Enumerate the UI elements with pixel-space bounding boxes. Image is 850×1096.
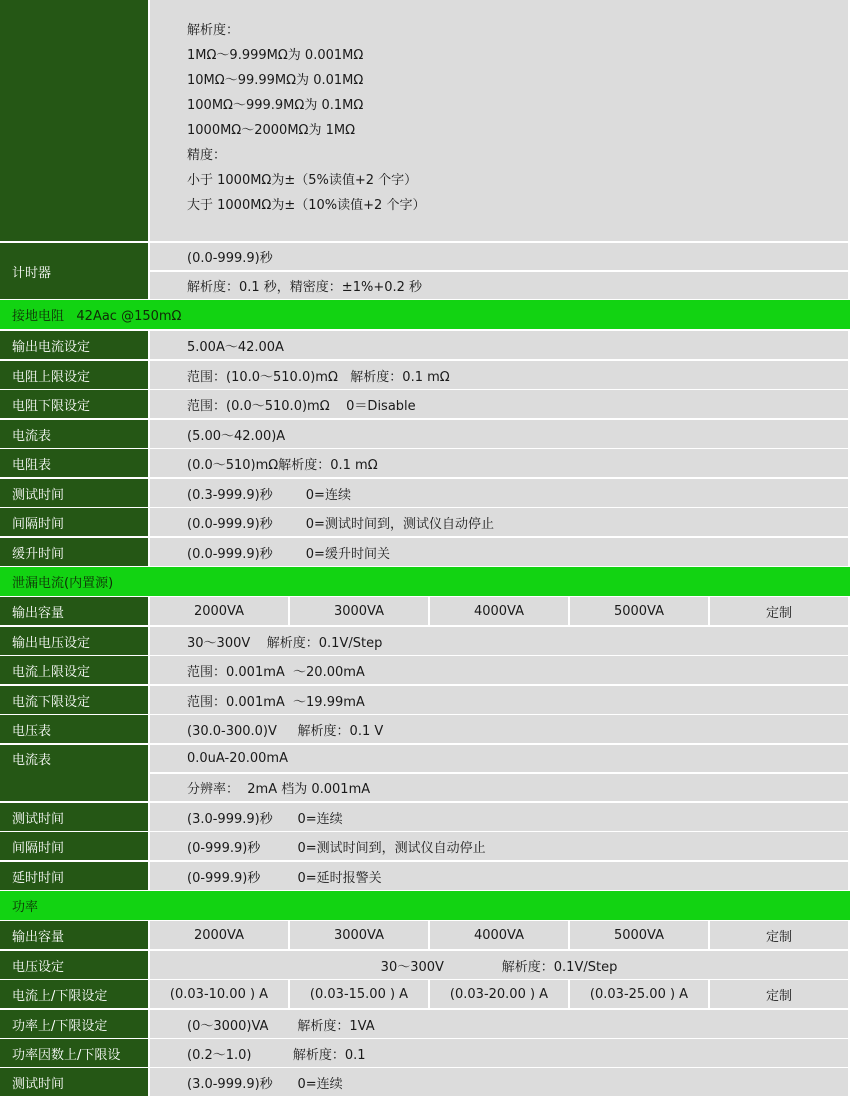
ammeter-resolution: 分辨率： 2mA 档为 0.001mA xyxy=(148,774,850,801)
row-value: 30～300V 解析度：0.1V/Step xyxy=(148,627,850,655)
row-label: 电流下限设定 xyxy=(0,686,148,714)
row-label: 电流表 xyxy=(0,420,148,448)
row-label: 电阻表 xyxy=(0,449,148,477)
row-label: 测试时间 xyxy=(0,479,148,507)
accuracy-line: 小于 1000MΩ为±（5%读值+2 个字） xyxy=(187,173,418,188)
row-label: 间隔时间 xyxy=(0,832,148,860)
row-value: (0.2～1.0) 解析度：0.1 xyxy=(148,1039,850,1067)
row-label: 测试时间 xyxy=(0,803,148,831)
row-label: 间隔时间 xyxy=(0,508,148,536)
row-label xyxy=(0,745,148,801)
table-row xyxy=(0,508,850,536)
capacity-cell: 4000VA xyxy=(428,597,568,625)
row-label: 功率上/下限设定 xyxy=(0,1010,148,1038)
row-value: (3.0-999.9)秒 0=连续 xyxy=(148,1068,850,1096)
table-row xyxy=(0,951,850,979)
row-value: 范围：(10.0～510.0)mΩ 解析度：0.1 mΩ xyxy=(148,361,850,389)
resolution-line: 解析度： xyxy=(187,23,240,38)
table-row xyxy=(0,361,850,389)
row-value: 5.00A～42.00A xyxy=(148,331,850,359)
row-label: 缓升时间 xyxy=(0,538,148,566)
row-value: 范围：(0.0～510.0)mΩ 0＝Disable xyxy=(148,390,850,418)
capacity-row xyxy=(0,921,850,949)
section-header-leakage: 泄漏电流(内置源) xyxy=(0,567,850,596)
table-row xyxy=(0,656,850,684)
resolution-line: 10MΩ～99.99MΩ为 0.01MΩ xyxy=(187,73,364,88)
current-limit-row xyxy=(0,980,850,1008)
ammeter-range: 0.0uA-20.00mA xyxy=(148,745,850,772)
row-value: (0-999.9)秒 0=测试时间到，测试仪自动停止 xyxy=(148,832,850,860)
row-value: 30～300V 解析度：0.1V/Step xyxy=(148,951,850,979)
current-cells xyxy=(148,980,850,1008)
row-value: (3.0-999.9)秒 0=连续 xyxy=(148,803,850,831)
row-label: 电阻下限设定 xyxy=(0,390,148,418)
section-header-power: 功率 xyxy=(0,891,850,920)
capacity-cell: 3000VA xyxy=(288,597,428,625)
row-label-empty xyxy=(0,0,148,241)
row-label: 电流上限设定 xyxy=(0,656,148,684)
current-cell: (0.03-25.00 ) A xyxy=(568,980,708,1008)
ammeter-row xyxy=(0,745,850,801)
capacity-cell: 5000VA xyxy=(568,921,708,949)
table-row xyxy=(0,331,850,359)
row-label: 电压表 xyxy=(0,715,148,743)
row-label: 功率因数上/下限设 xyxy=(0,1039,148,1067)
row-value: (0.0-999.9)秒 0=测试时间到，测试仪自动停止 xyxy=(148,508,850,536)
row-value: (30.0-300.0)V 解析度：0.1 V xyxy=(148,715,850,743)
resolution-block xyxy=(148,0,850,241)
row-label: 输出容量 xyxy=(0,597,148,625)
capacity-cells xyxy=(148,921,850,949)
table-row xyxy=(0,715,850,743)
current-cell: (0.03-15.00 ) A xyxy=(288,980,428,1008)
resolution-row xyxy=(0,0,850,241)
row-label: 输出电流设定 xyxy=(0,331,148,359)
row-label: 电流上/下限设定 xyxy=(0,980,148,1008)
row-label: 测试时间 xyxy=(0,1068,148,1096)
row-label: 计时器 xyxy=(0,243,148,299)
capacity-cell: 4000VA xyxy=(428,921,568,949)
table-row xyxy=(0,479,850,507)
resolution-line: 1000MΩ～2000MΩ为 1MΩ xyxy=(187,123,356,138)
capacity-cell: 2000VA xyxy=(148,597,288,625)
accuracy-line: 大于 1000MΩ为±（10%读值+2 个字） xyxy=(187,198,426,213)
row-label: 延时时间 xyxy=(0,862,148,890)
current-cell: 定制 xyxy=(708,980,848,1008)
row-value: 范围：0.001mA ～20.00mA xyxy=(148,656,850,684)
row-label: 输出容量 xyxy=(0,921,148,949)
table-row xyxy=(0,538,850,566)
capacity-row xyxy=(0,597,850,625)
table-row xyxy=(0,1010,850,1038)
timer-row xyxy=(0,243,850,299)
table-row xyxy=(0,449,850,477)
capacity-cell: 定制 xyxy=(708,921,848,949)
row-value: (0-999.9)秒 0=延时报警关 xyxy=(148,862,850,890)
current-cell: (0.03-10.00 ) A xyxy=(148,980,288,1008)
capacity-cell: 5000VA xyxy=(568,597,708,625)
table-row xyxy=(0,862,850,890)
row-value: (0.0～510)mΩ解析度：0.1 mΩ xyxy=(148,449,850,477)
table-row xyxy=(0,1068,850,1096)
row-value: (0.0-999.9)秒 0=缓升时间关 xyxy=(148,538,850,566)
capacity-cells xyxy=(148,597,850,625)
resolution-line: 100MΩ～999.9MΩ为 0.1MΩ xyxy=(187,98,364,113)
row-label: 电阻上限设定 xyxy=(0,361,148,389)
table-row xyxy=(0,832,850,860)
row-value: (0～3000)VA 解析度：1VA xyxy=(148,1010,850,1038)
accuracy-heading: 精度： xyxy=(187,148,227,163)
row-value: (5.00～42.00)A xyxy=(148,420,850,448)
table-row xyxy=(0,627,850,655)
table-row xyxy=(0,1039,850,1067)
capacity-cell: 定制 xyxy=(708,597,848,625)
row-label: 电压设定 xyxy=(0,951,148,979)
section-header-ground: 接地电阻 42Aac @150mΩ xyxy=(0,300,850,329)
current-cell: (0.03-20.00 ) A xyxy=(428,980,568,1008)
row-label: 输出电压设定 xyxy=(0,627,148,655)
resolution-line: 1MΩ～9.999MΩ为 0.001MΩ xyxy=(187,48,364,63)
table-row xyxy=(0,686,850,714)
table-row xyxy=(0,420,850,448)
capacity-cell: 3000VA xyxy=(288,921,428,949)
table-row xyxy=(0,390,850,418)
timer-range: (0.0-999.9)秒 xyxy=(148,243,850,270)
table-row xyxy=(0,803,850,831)
row-value: 范围：0.001mA ～19.99mA xyxy=(148,686,850,714)
capacity-cell: 2000VA xyxy=(148,921,288,949)
timer-resolution: 解析度：0.1 秒，精密度：±1%+0.2 秒 xyxy=(148,272,850,299)
row-value: (0.3-999.9)秒 0=连续 xyxy=(148,479,850,507)
ammeter-label: 电流表 xyxy=(12,753,52,768)
